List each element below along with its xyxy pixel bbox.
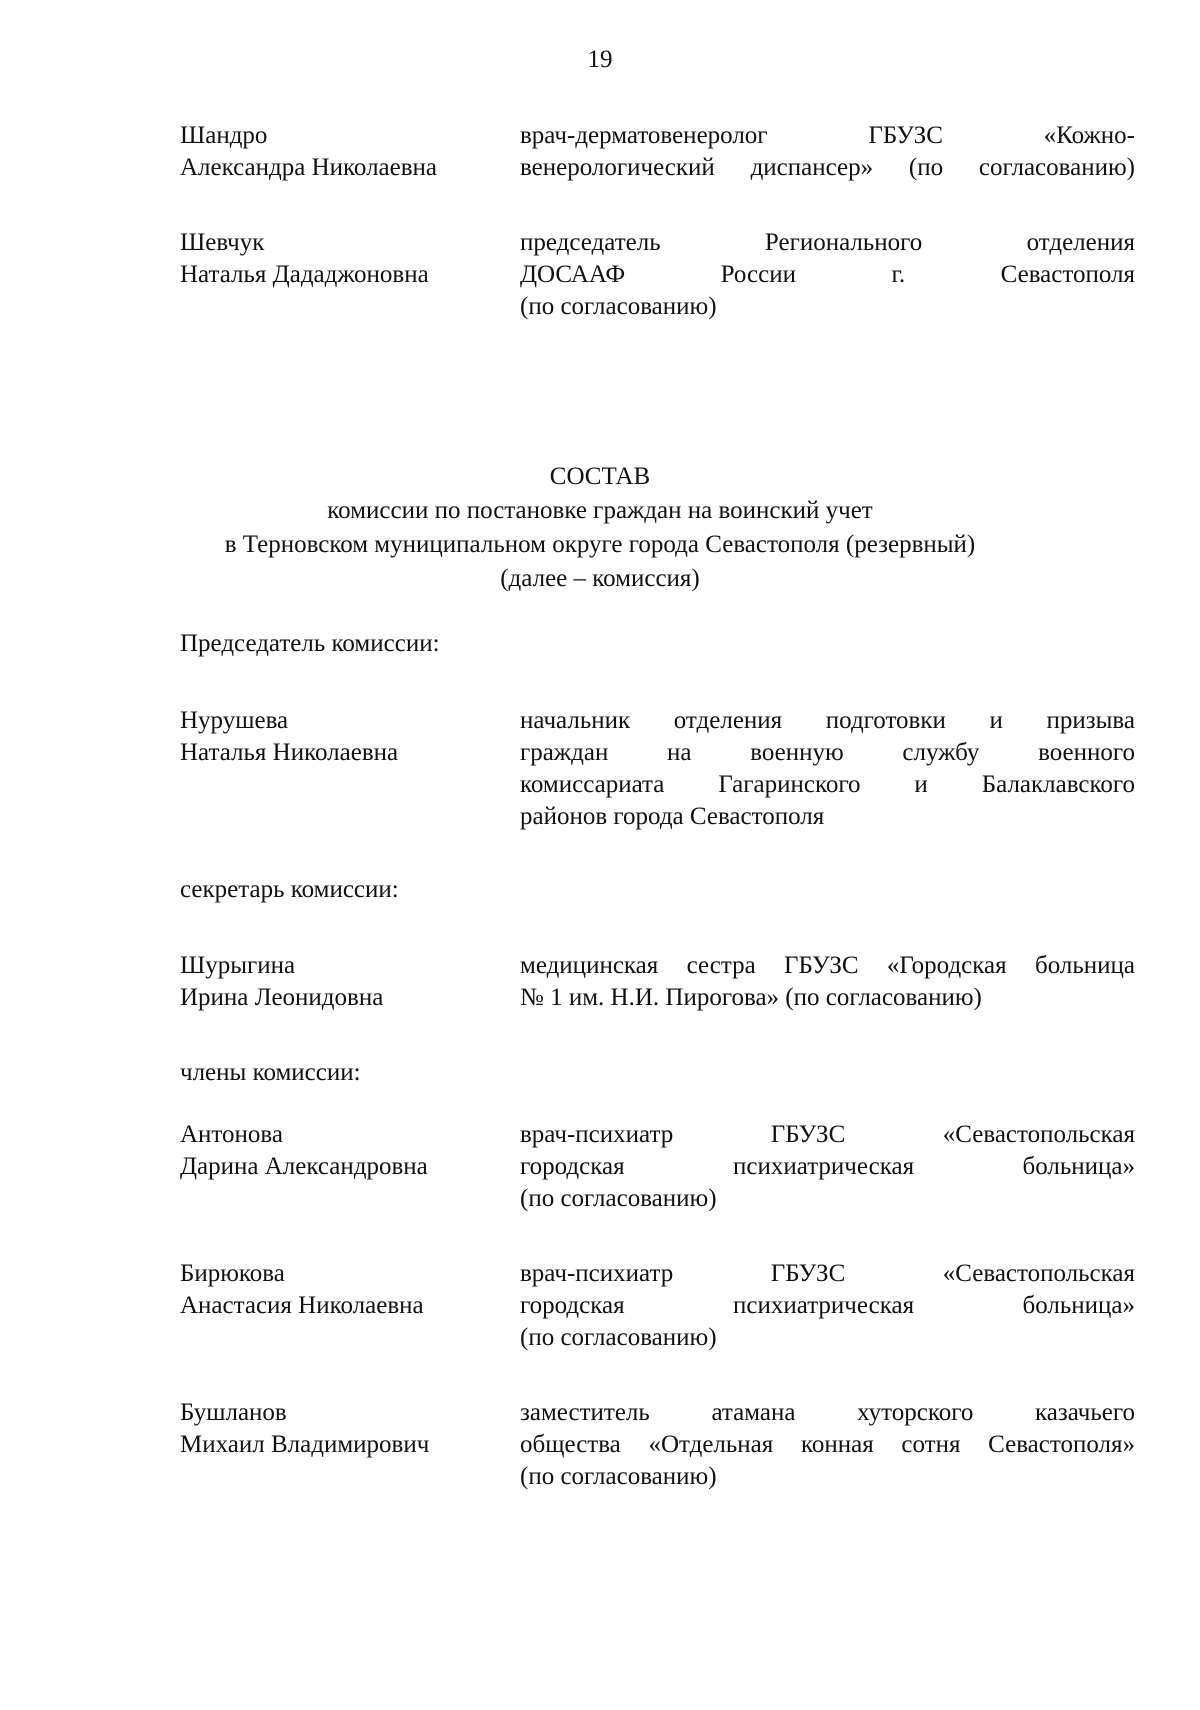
member-surname: Шурыгина [180,952,296,979]
position-line: районов города Севастополя [520,803,825,830]
page-number: 19 [587,46,613,73]
member-given-names: Дарина Александровна [180,1153,428,1180]
member-given-names: Ирина Леонидовна [180,984,384,1011]
member-given-names: Наталья Николаевна [180,739,399,766]
position-line: врач-психиатр ГБУЗС «Севастопольская [520,1260,1135,1287]
member-name [180,1397,510,1461]
position-line: комиссариата Гагаринского и Балаклавского [520,771,1135,798]
position-line: врач-психиатр ГБУЗС «Севастопольская [520,1121,1135,1148]
section-subtitle-line: в Терновском муниципальном округе города Севастополя (резервный) [224,531,976,558]
position-line: граждан на военную службу военного [520,739,1135,766]
member-position [520,120,1135,184]
member-surname: Шевчук [180,229,265,256]
section-subtitle-line: (далее – комиссия) [500,565,700,592]
member-given-names: Александра Николаевна [180,154,438,181]
position-line: председатель Регионального отделения [520,229,1135,256]
member-name [180,120,510,184]
member-given-names: Михаил Владимирович [180,1431,430,1458]
position-line: городская психиатрическая больница» [520,1292,1135,1319]
position-line: (по согласованию) [520,1324,717,1351]
role-chairman-label: Председатель комиссии: [180,630,440,657]
role-secretary-label: секретарь комиссии: [180,876,399,903]
member-name [180,1258,510,1322]
section-heading: СОСТАВ [549,463,651,490]
position-line: заместитель атамана хуторского казачьего [520,1399,1135,1426]
member-given-names: Наталья Дададжоновна [180,261,429,288]
position-line: (по согласованию) [520,1463,717,1490]
section-subtitle-line: комиссии по постановке граждан на воинский учет [327,497,873,524]
position-line: медицинская сестра ГБУЗС «Городская больница [520,952,1135,979]
role-members-label: члены комиссии: [180,1059,361,1086]
position-line: № 1 им. Н.И. Пирогова» (по согласованию) [520,984,982,1011]
member-surname: Бушланов [180,1399,287,1426]
member-name [180,227,510,291]
member-position [520,227,1135,323]
member-position [520,1397,1135,1493]
member-given-names: Анастасия Николаевна [180,1292,424,1319]
member-position [520,1258,1135,1354]
member-position [520,1119,1135,1215]
member-position [520,705,1135,833]
member-position [520,950,1135,1014]
position-line: ДОСААФ России г. Севастополя [520,261,1135,288]
member-surname: Бирюкова [180,1260,285,1287]
position-line: городская психиатрическая больница» [520,1153,1135,1180]
member-surname: Нурушева [180,707,289,734]
position-line: общества «Отдельная конная сотня Севастополя» [520,1431,1135,1458]
section-title [0,460,1200,596]
position-line: врач-дерматовенеролог ГБУЗС «Кожно- [520,122,1135,149]
member-name [180,1119,510,1183]
position-line: венерологический диспансер» (по согласованию) [520,154,1135,181]
member-surname: Антонова [180,1121,283,1148]
member-surname: Шандро [180,122,268,149]
member-name [180,705,510,769]
position-line: (по согласованию) [520,293,717,320]
position-line: (по согласованию) [520,1185,717,1212]
member-name [180,950,510,1014]
position-line: начальник отделения подготовки и призыва [520,707,1135,734]
